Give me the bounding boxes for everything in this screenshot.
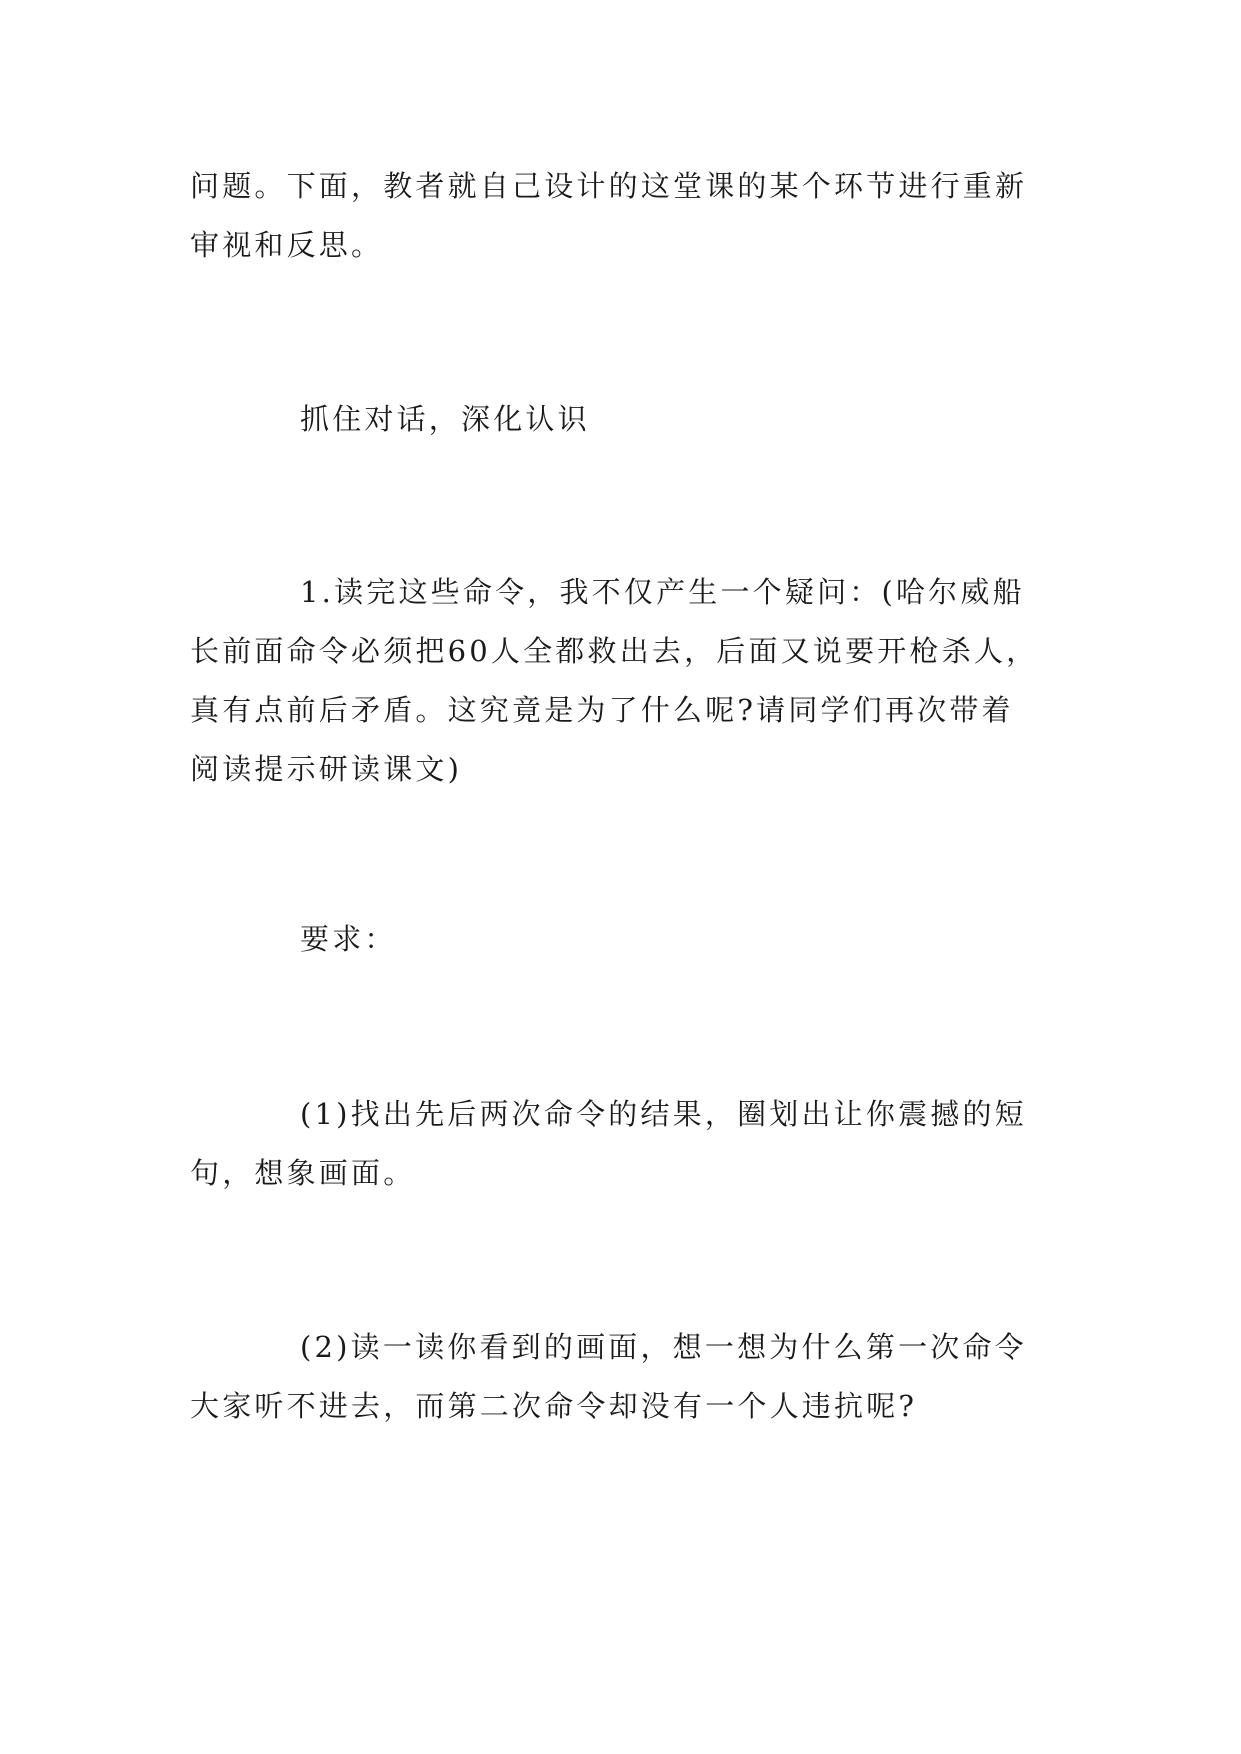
- text-line: (2)读一读你看到的画面，想一想为什么第一次命令: [300, 1330, 1027, 1364]
- text-line: 长前面命令必须把60人全都救出去，后面又说要开枪杀人，: [190, 634, 1039, 668]
- requirements-label: [190, 910, 1050, 969]
- text-line: 真有点前后矛盾。这究竟是为了什么呢?请同学们再次带着: [190, 693, 1014, 727]
- heading-text: 抓住对话，深化认识: [300, 402, 590, 436]
- section-heading: [190, 390, 1050, 449]
- text-line: 大家听不进去，而第二次命令却没有一个人违抗呢?: [190, 1389, 918, 1423]
- paragraph-requirement-1: [190, 1085, 1050, 1203]
- text-line: 阅读提示研读课文): [190, 752, 463, 786]
- text-line: 句，想象画面。: [190, 1156, 416, 1190]
- text-line: 1.读完这些命令，我不仅产生一个疑问：(哈尔威船: [300, 575, 1025, 609]
- paragraph-intro-continuation: [190, 157, 1050, 275]
- text-line: 审视和反思。: [190, 228, 384, 262]
- paragraph-requirement-2: [190, 1318, 1050, 1436]
- text-line: 要求：: [300, 922, 397, 956]
- text-line: 问题。下面，教者就自己设计的这堂课的某个环节进行重新: [190, 169, 1028, 203]
- paragraph-question-1: [190, 563, 1050, 799]
- text-line: (1)找出先后两次命令的结果，圈划出让你震撼的短: [300, 1097, 1027, 1131]
